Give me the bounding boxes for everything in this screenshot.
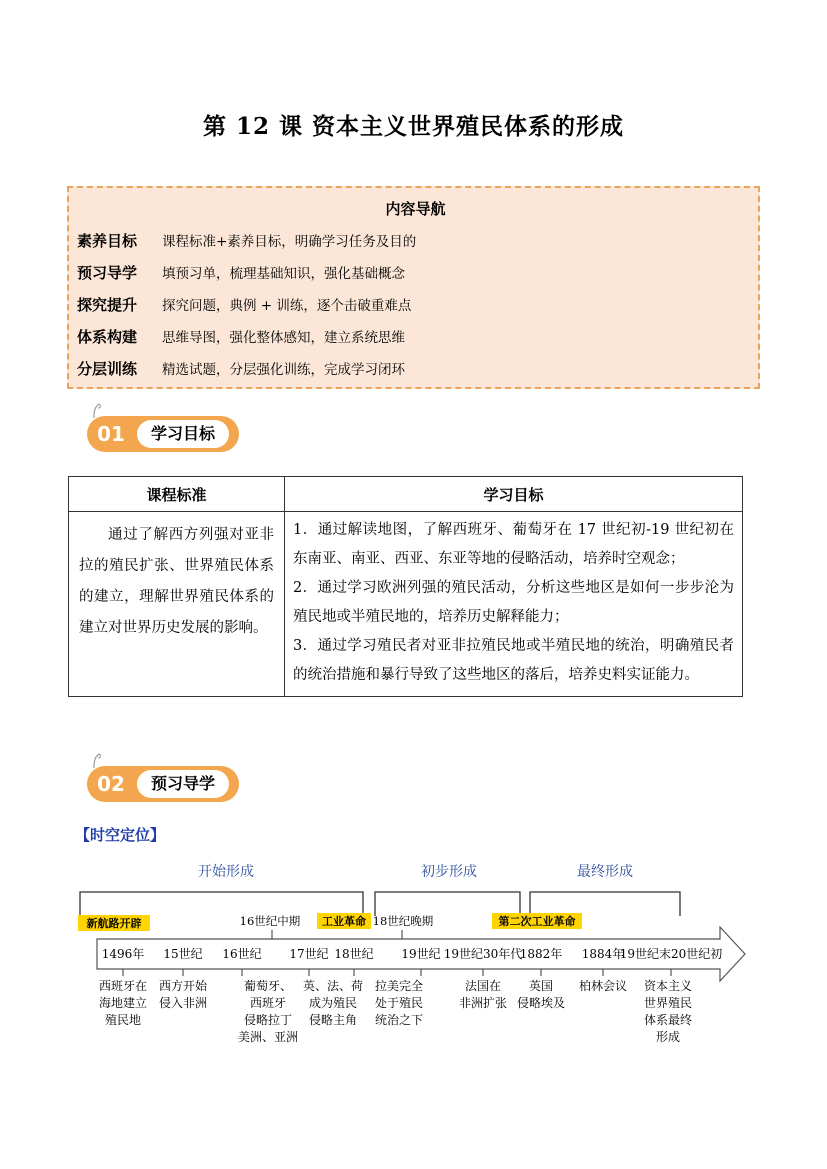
event-line: 西班牙 <box>249 996 287 1010</box>
goal-item: 3．通过学习殖民者对亚非拉殖民地或半殖民地的统治，明确殖民者的统治措施和暴行导致了这些地区的落后，培养史料实证能力。 <box>293 638 734 683</box>
event-line: 拉美完全 <box>374 979 424 993</box>
event-line: 法国在 <box>464 979 502 993</box>
page-title: 第 12 课 资本主义世界殖民体系的形成 <box>202 113 625 140</box>
nav-item-key: 分层训练 <box>77 360 138 378</box>
timeline-point: 19世纪末20世纪初 <box>619 947 723 961</box>
event-line: 柏林会议 <box>578 979 628 993</box>
nav-heading: 内容导航 <box>385 200 446 218</box>
nav-item <box>77 358 405 384</box>
nav-item <box>77 326 405 352</box>
standard-cell <box>69 512 285 697</box>
event-line: 处于殖民 <box>374 996 424 1010</box>
event-line: 西方开始 <box>158 979 208 993</box>
phase-label: 最终形成 <box>577 864 633 880</box>
badge-label: 学习目标 <box>137 420 229 448</box>
nav-item-desc: 探究问题，典例 + 训练，逐个击破重难点 <box>162 298 412 314</box>
timeline-point: 1496年 <box>101 947 145 961</box>
timeline-point: 16世纪 <box>222 947 262 961</box>
event-line: 非洲扩张 <box>458 996 508 1010</box>
phase-label: 开始形成 <box>198 864 254 880</box>
timeline-diagram <box>0 850 827 1060</box>
nav-item-desc: 课程标准+素养目标，明确学习任务及目的 <box>162 234 417 250</box>
event-line: 体系最终 <box>643 1013 693 1027</box>
nav-item <box>77 230 416 256</box>
table-header-standard: 课程标准 <box>69 477 285 512</box>
event-line: 侵略主角 <box>308 1013 358 1027</box>
standard-text: 通过了解西方列强对亚非拉的殖民扩张、世界殖民体系的建立，理解世界殖民体系的建立对世界历史发展的影响。 <box>79 527 274 636</box>
event-tag: 第二次工业革命 <box>498 915 576 928</box>
badge-number: 02 <box>97 772 125 796</box>
event-line: 葡萄牙、 <box>243 979 293 993</box>
above-label: 16世纪中期 <box>239 914 301 928</box>
table-header-goals: 学习目标 <box>285 477 743 512</box>
event-line: 形成 <box>655 1030 681 1044</box>
event-line: 英国 <box>528 979 554 993</box>
nav-item-key: 预习导学 <box>77 264 138 282</box>
nav-item <box>77 262 405 288</box>
nav-item-desc: 精选试题，分层强化训练，完成学习闭环 <box>162 362 405 378</box>
timeline-point: 1882年 <box>519 947 563 961</box>
goal-item: 2．通过学习欧洲列强的殖民活动，分析这些地区是如何一步步沦为殖民地或半殖民地的，培养历史解释能力； <box>293 580 734 625</box>
event-line: 英、法、荷 <box>302 979 364 993</box>
timeline-point: 1884年 <box>581 947 625 961</box>
event-line: 侵略拉丁 <box>243 1013 293 1027</box>
badge-number: 01 <box>97 422 125 446</box>
event-tag: 新航路开辟 <box>86 917 142 930</box>
event-tag: 工业革命 <box>322 915 366 928</box>
phase-label: 初步形成 <box>421 864 477 880</box>
event-line: 侵略埃及 <box>516 996 566 1010</box>
timeline-point: 17世纪 <box>289 947 329 961</box>
badge-label: 预习导学 <box>137 770 229 798</box>
objectives-table <box>68 476 743 697</box>
phase-bracket <box>375 892 520 916</box>
nav-item-desc: 填预习单，梳理基础知识，强化基础概念 <box>162 266 405 282</box>
event-line: 资本主义 <box>643 979 693 993</box>
nav-item <box>77 294 411 320</box>
goals-cell <box>285 512 743 697</box>
event-line: 海地建立 <box>98 996 148 1010</box>
event-line: 美洲、亚洲 <box>237 1030 299 1044</box>
phase-bracket <box>80 892 363 916</box>
nav-item-desc: 思维导图，强化整体感知，建立系统思维 <box>162 330 405 346</box>
event-line: 世界殖民 <box>643 996 693 1010</box>
above-label: 18世纪晚期 <box>372 914 434 928</box>
nav-item-key: 素养目标 <box>77 232 138 250</box>
spacetime-heading: 【时空定位】 <box>75 826 166 844</box>
phase-bracket <box>530 892 680 916</box>
event-line: 统治之下 <box>374 1013 424 1027</box>
event-line: 殖民地 <box>104 1013 142 1027</box>
nav-item-key: 探究提升 <box>77 296 138 314</box>
goal-item: 1．通过解读地图，了解西班牙、葡萄牙在 17 世纪初-19 世纪初在东南亚、南亚、西亚、东亚等地的侵略活动，培养时空观念； <box>293 522 734 567</box>
section-badge-preview <box>85 756 240 804</box>
event-line: 侵入非洲 <box>158 996 208 1010</box>
timeline-point: 19世纪30年代 <box>443 947 523 961</box>
timeline-point: 19世纪 <box>401 947 441 961</box>
section-badge-objectives <box>85 406 240 454</box>
timeline-point: 15世纪 <box>163 947 203 961</box>
nav-item-key: 体系构建 <box>77 328 138 346</box>
content-navigation-box <box>67 186 760 389</box>
timeline-point: 18世纪 <box>334 947 374 961</box>
event-line: 西班牙在 <box>98 979 148 993</box>
event-line: 成为殖民 <box>308 996 358 1010</box>
